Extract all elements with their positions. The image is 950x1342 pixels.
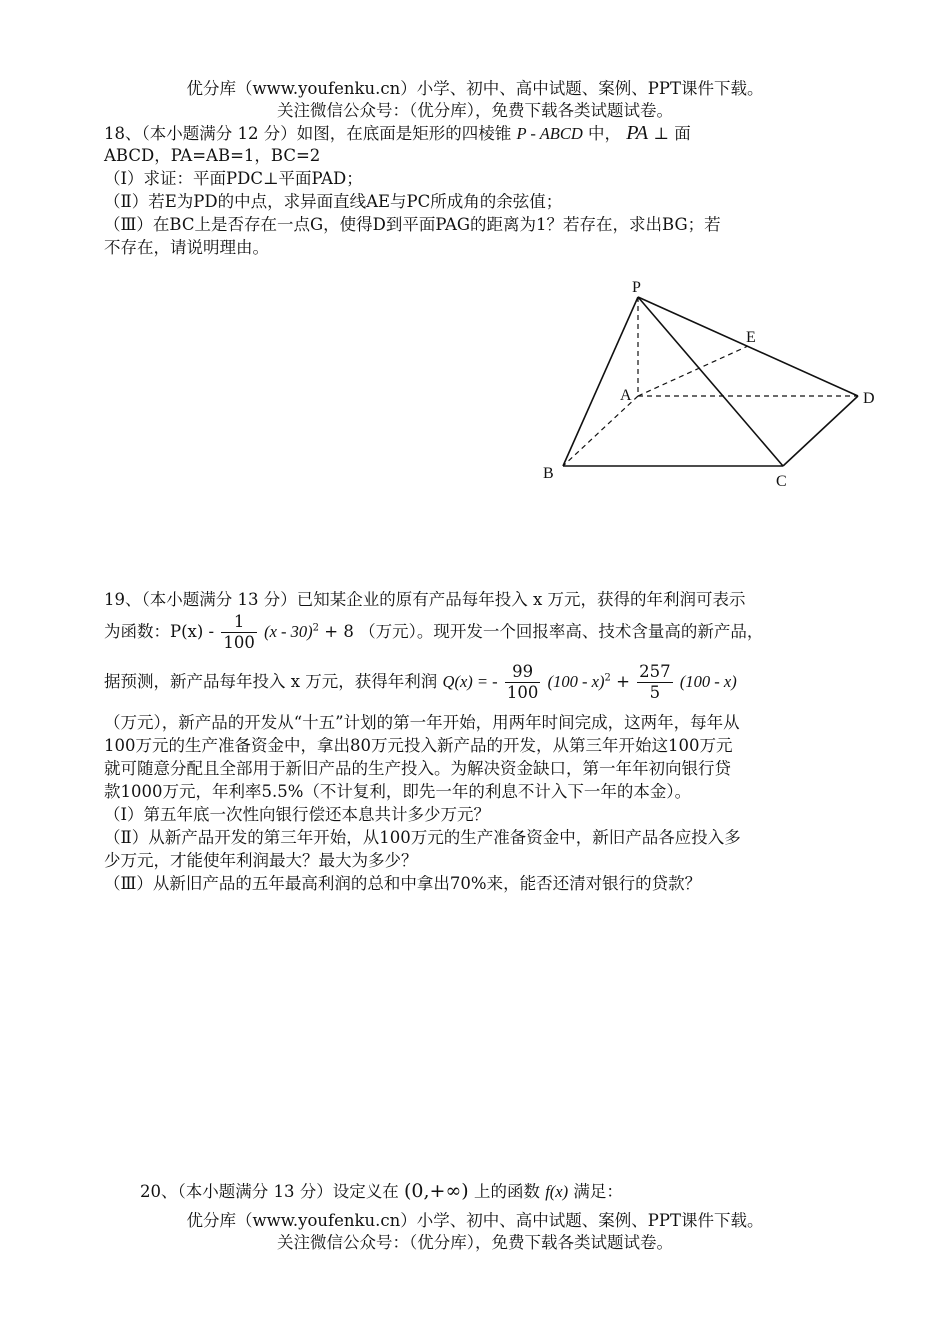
q19-p-den: 100: [223, 633, 255, 652]
q19-part-2b: 少万元，才能使年利润最大？最大为多少？: [104, 851, 418, 870]
label-d: D: [863, 390, 875, 407]
q20-mid: 上的函数: [473, 1182, 540, 1201]
q18-line-2: ABCD，PA=AB=1，BC=2: [104, 146, 321, 165]
q19-p-tail: + 8: [324, 622, 354, 641]
footer-line-2: 关注微信公众号：（优分库），免费下载各类试题试卷。: [277, 1233, 673, 1252]
q20-intro: [140, 1180, 623, 1203]
q19-p-term: (x - 30): [264, 622, 313, 641]
edge-cd: [783, 396, 858, 466]
q19-p-prefix: 为函数：P(x) -: [104, 622, 215, 641]
footer-line-1: 优分库（www.youfenku.cn）小学、初中、高中试题、案例、PPT课件下载。: [186, 1211, 764, 1230]
segment-ae: [638, 346, 748, 396]
q18-pa: PA: [626, 122, 649, 144]
label-b: B: [543, 465, 554, 482]
q19-q-den-1: 100: [506, 683, 539, 702]
q19-q-num-1: 99: [505, 662, 541, 683]
header-line-1: 优分库（www.youfenku.cn）小学、初中、高中试题、案例、PPT课件下载。: [186, 79, 764, 98]
q18-intro-text: 18、（本小题满分 12 分）如图，在底面是矩形的四棱锥: [104, 124, 512, 143]
q19-line-3: （万元），新产品的开发从“十五”计划的第一年开始，用两年时间完成，这两年，每年从: [104, 713, 740, 732]
header-line-2: 关注微信公众号：（优分库），免费下载各类试题试卷。: [277, 101, 673, 120]
q20-interval: (0,+∞): [403, 1180, 469, 1202]
q18-mid: 中，: [588, 124, 622, 143]
q20-suffix: 满足：: [573, 1182, 623, 1201]
q18-intro: [104, 122, 691, 145]
label-e: E: [746, 329, 756, 346]
q20-prefix: 20、（本小题满分 13 分）设定义在: [140, 1182, 399, 1201]
q18-part-2: （Ⅱ）若E为PD的中点，求异面直线AE与PC所成角的余弦值；: [104, 192, 563, 211]
q20-function: f(x): [545, 1182, 569, 1201]
q19-p-square: 2: [312, 622, 320, 634]
q19-q-plus: +: [616, 672, 630, 691]
label-c: C: [776, 473, 787, 490]
q19-part-3: （Ⅲ）从新旧产品的五年最高利润的总和中拿出70%来，能否还清对银行的贷款？: [104, 874, 702, 893]
label-a: A: [620, 387, 632, 404]
q19-q-fraction-2: [637, 662, 673, 703]
q18-part-3b: 不存在，请说明理由。: [104, 238, 269, 257]
q18-pyramid: P - ABCD: [516, 124, 583, 143]
q19-q-fraction-1: [505, 662, 541, 703]
pyramid-figure: [530, 270, 890, 500]
q19-line-1: 19、（本小题满分 13 分）已知某企业的原有产品每年投入 x 万元，获得的年利润可表示: [104, 590, 746, 609]
edge-ab: [563, 396, 638, 466]
edge-pb: [563, 297, 638, 466]
q19-q-prefix: 据预测，新产品每年投入 x 万元，获得年利润: [104, 672, 438, 691]
q19-part-1: （Ⅰ）第五年底一次性向银行偿还本息共计多少万元？: [104, 805, 491, 824]
q19-line-4: 100万元的生产准备资金中，拿出80万元投入新产品的开发，从第三年开始这100万元: [104, 736, 733, 755]
q19-q-name: Q(x) = -: [442, 672, 498, 691]
q19-p-unit: （万元）。现开发一个回报率高、技术含量高的新产品，: [359, 622, 764, 641]
q19-q-square: 2: [604, 672, 611, 684]
q19-p-fraction: [221, 612, 257, 653]
q19-q-function: [104, 662, 737, 708]
edge-pc: [638, 297, 783, 466]
q19-p-function: [104, 612, 763, 658]
q19-line-5: 就可随意分配且全部用于新旧产品的生产投入。为解决资金缺口，第一年年初向银行贷: [104, 759, 731, 778]
label-p: P: [632, 279, 641, 296]
q19-part-2a: （Ⅱ）从新产品开发的第三年开始，从100万元的生产准备资金中，新旧产品各应投入多: [104, 828, 741, 847]
q18-perp: ⊥: [653, 124, 669, 143]
q19-q-num-2: 257: [639, 662, 671, 681]
q19-line-6: 款1000万元，年利率5.5%（不计复利，即先一年的利息不计入下一年的本金）。: [104, 782, 692, 801]
q19-q-term-2: (100 - x): [679, 672, 737, 691]
q18-part-1: （Ⅰ）求证：平面PDC⊥平面PAD；: [104, 169, 363, 188]
q18-part-3a: （Ⅲ）在BC上是否存在一点G，使得D到平面PAG的距离为1？若存在，求出BG；若: [104, 215, 721, 234]
q19-p-num: 1: [221, 612, 257, 633]
q19-q-term-1: (100 - x): [547, 672, 605, 691]
q19-q-den-2: 5: [649, 683, 661, 702]
q18-face: 面: [674, 124, 691, 143]
